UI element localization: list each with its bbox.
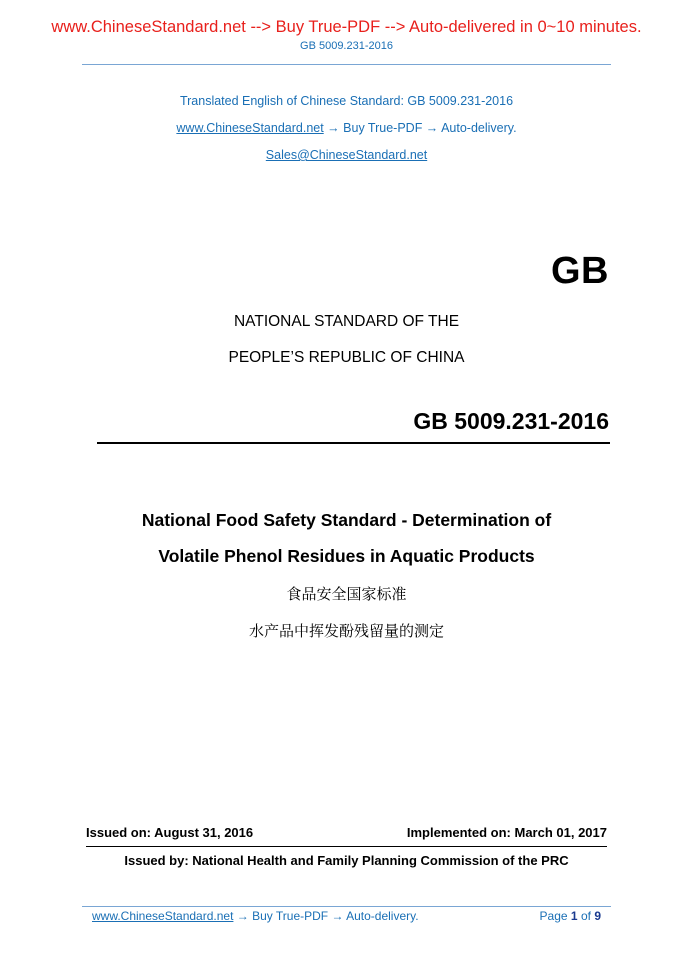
footer-buy-text: → Buy True-PDF → Auto-delivery. (233, 909, 419, 923)
site-link[interactable]: www.ChineseStandard.net (176, 121, 324, 135)
footer-site-link[interactable]: www.ChineseStandard.net (92, 909, 234, 923)
top-banner: www.ChineseStandard.net --> Buy True-PDF --> Auto-delivered in 0~10 minutes. (51, 18, 642, 36)
issue-divider (86, 846, 607, 847)
chinese-title-line2: 水产品中挥发酚残留量的测定 (248, 622, 444, 640)
page-indicator (540, 909, 601, 923)
email-link[interactable]: Sales@ChineseStandard.net (265, 148, 428, 162)
footer-divider (82, 906, 611, 907)
title-line2: Volatile Phenol Residues in Aquatic Products (158, 546, 535, 566)
issued-on: Issued on: August 31, 2016 (86, 825, 254, 840)
page-total: 9 (594, 909, 601, 923)
national-standard-line1: NATIONAL STANDARD OF THE (233, 313, 460, 330)
gb-mark: GB (551, 250, 609, 292)
footer-buy-line (92, 909, 419, 923)
translation-buy-line (0, 121, 693, 135)
header-divider (82, 64, 611, 65)
buy-text: → Buy True-PDF → Auto-delivery. (323, 121, 517, 135)
of-label: of (580, 909, 591, 923)
standard-code: GB 5009.231-2016 (413, 408, 609, 434)
title-divider (97, 442, 610, 444)
translation-note: Translated English of Chinese Standard: GB 5009.231-2016 (179, 94, 514, 108)
email-line (0, 148, 693, 162)
national-standard-line2: PEOPLE’S REPUBLIC OF CHINA (228, 349, 465, 366)
title-line1: National Food Safety Standard - Determination of (141, 510, 552, 530)
chinese-title-line1: 食品安全国家标准 (286, 585, 407, 603)
page-number: 1 (570, 909, 578, 923)
header-standard-code: GB 5009.231-2016 (300, 40, 393, 52)
implemented-on: Implemented on: March 01, 2017 (406, 825, 607, 840)
page-label: Page (539, 909, 568, 923)
issued-by: Issued by: National Health and Family Planning Commission of the PRC (124, 853, 569, 868)
